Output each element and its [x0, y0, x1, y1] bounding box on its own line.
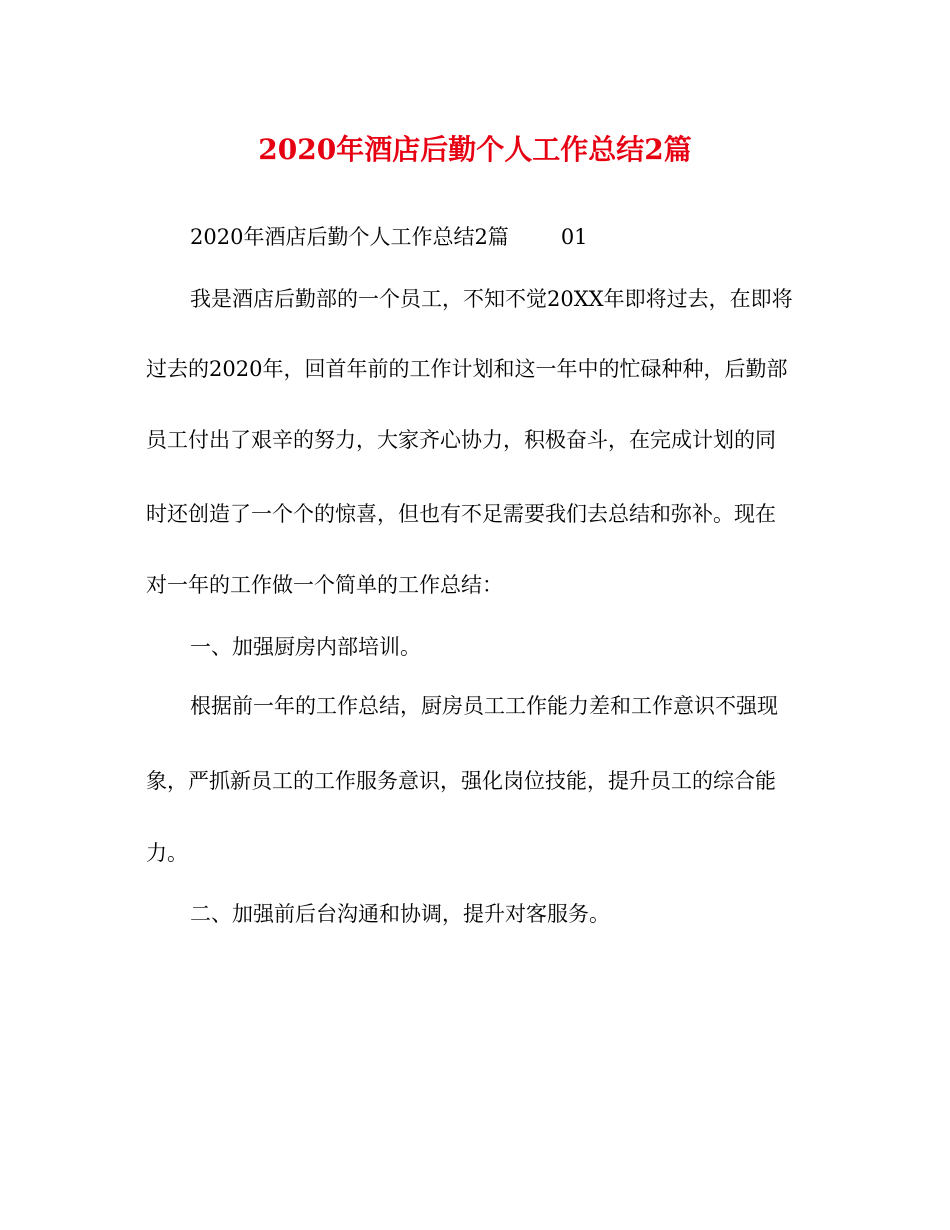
paragraph-line: 根据前一年的工作总结，厨房员工工作能力差和工作意识不强现 — [190, 694, 778, 718]
subtitle-number: 01 — [560, 225, 588, 249]
paragraph-line: 员工付出了艰辛的努力，大家齐心协力，积极奋斗，在完成计划的同 — [146, 428, 776, 452]
subtitle-text: 2020年酒店后勤个人工作总结2篇 — [190, 225, 509, 249]
paragraph-line: 对一年的工作做一个简单的工作总结： — [146, 573, 503, 597]
subtitle-line — [190, 222, 588, 252]
section-heading: 一、加强厨房内部培训。 — [190, 635, 421, 659]
paragraph-line: 力。 — [146, 841, 188, 865]
section-heading: 二、加强前后台沟通和协调，提升对客服务。 — [190, 902, 610, 926]
paragraph-line: 我是酒店后勤部的一个员工，不知不觉20XX年即将过去，在即将 — [190, 287, 793, 311]
document-title: 2020年酒店后勤个人工作总结2篇 — [258, 133, 692, 166]
paragraph-line: 象，严抓新员工的工作服务意识，强化岗位技能，提升员工的综合能 — [146, 769, 776, 793]
paragraph-line: 过去的2020年，回首年前的工作计划和这一年中的忙碌种种，后勤部 — [146, 357, 788, 381]
paragraph-line: 时还创造了一个个的惊喜，但也有不足需要我们去总结和弥补。现在 — [146, 502, 776, 526]
